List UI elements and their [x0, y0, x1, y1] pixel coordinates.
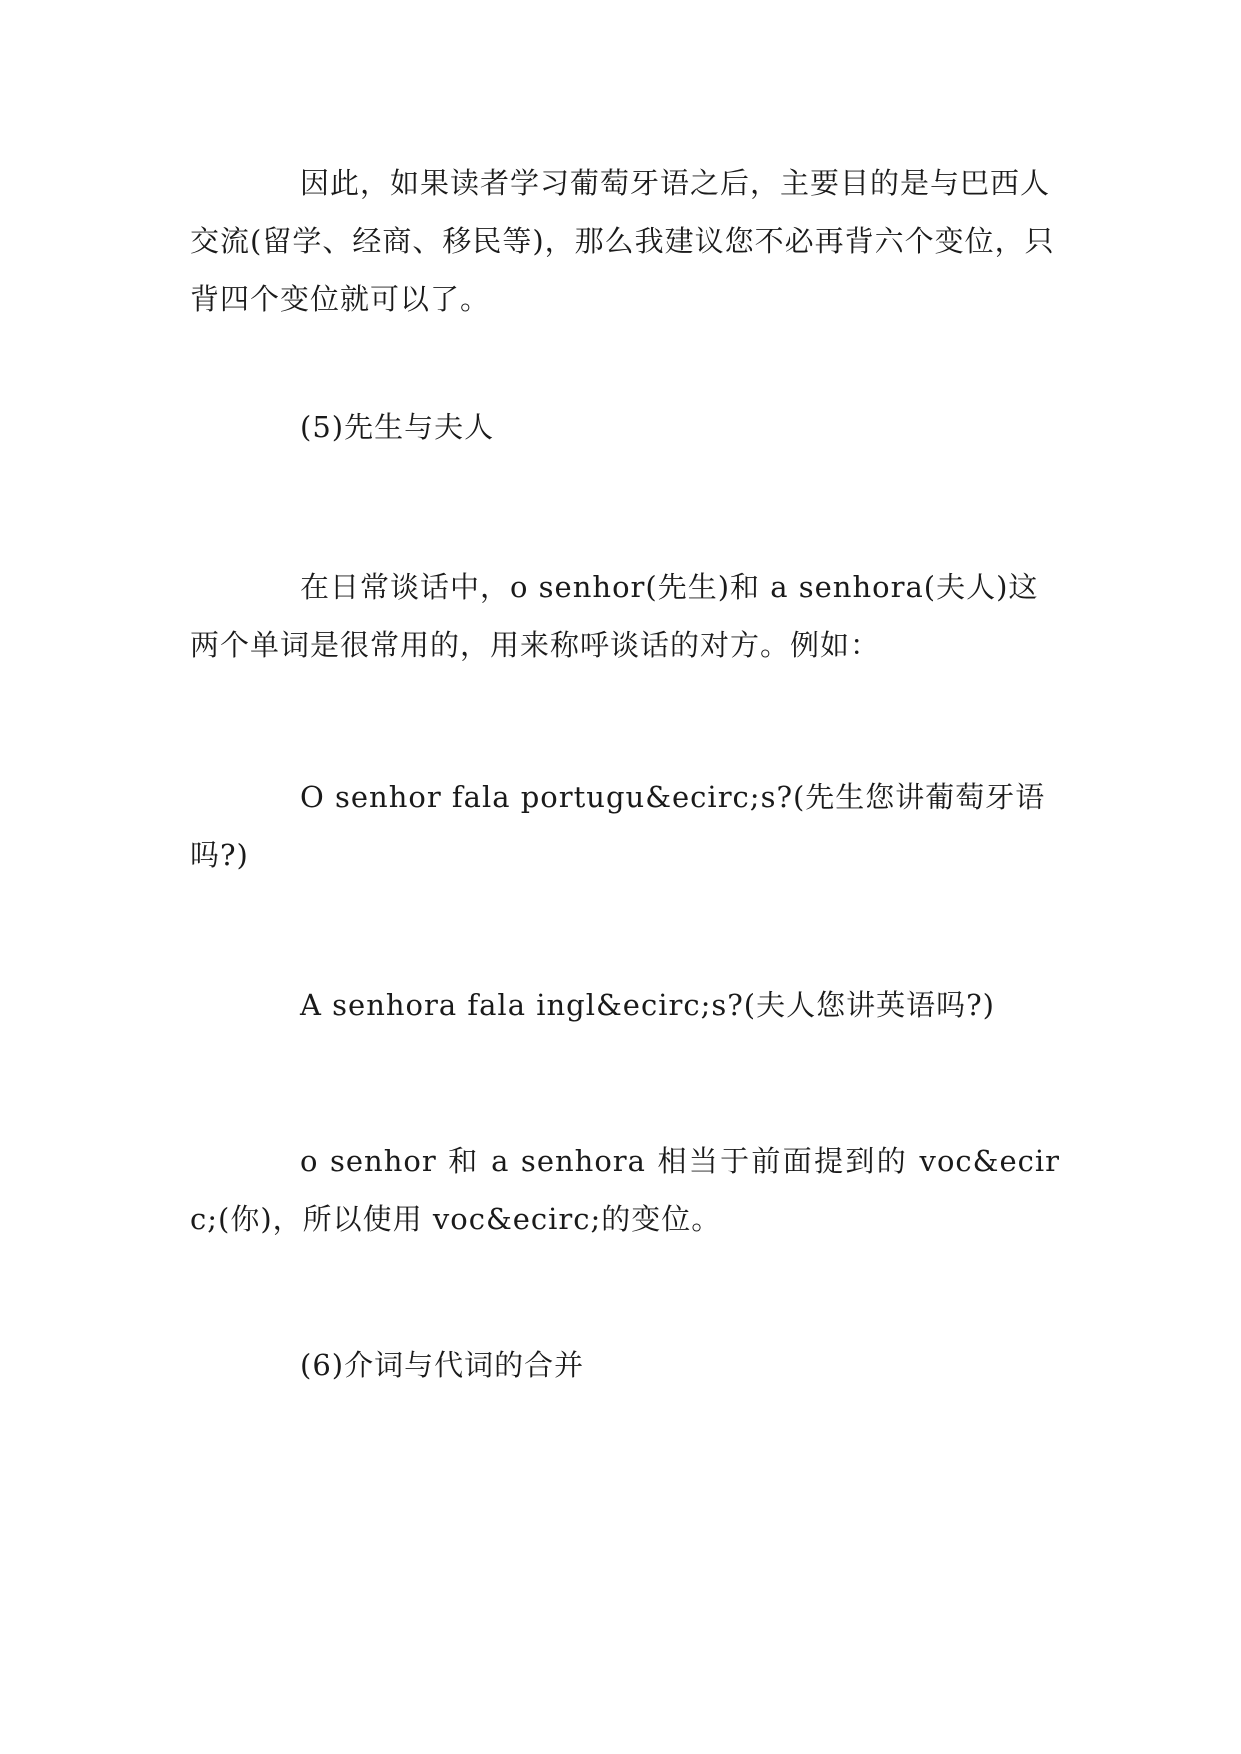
section-heading-preposition-pronoun-merge: (6)介词与代词的合并	[300, 1348, 585, 1382]
example-sentence-portuguese: O senhor fala portugu&ecirc;s?(先生您讲葡萄牙语吗?)	[190, 780, 1046, 872]
example-sentence-english: A senhora fala ingl&ecirc;s?(夫人您讲英语吗?)	[300, 988, 995, 1022]
section-heading-sir-and-madam: (5)先生与夫人	[300, 410, 495, 444]
paragraph-senhor-senhora-usage: 在日常谈话中，o senhor(先生)和 a senhora(夫人)这两个单词是很常用的，用来称呼谈话的对方。例如：	[190, 570, 1039, 662]
paragraph-voce-conjugation: o senhor 和 a senhora 相当于前面提到的 voc&ecirc;(你)，所以使用 voc&ecirc;的变位。	[190, 1144, 1060, 1236]
paragraph-brazil-communication: 因此，如果读者学习葡萄牙语之后，主要目的是与巴西人交流(留学、经商、移民等)，那么我建议您不必再背六个变位，只背四个变位就可以了。	[190, 166, 1055, 316]
